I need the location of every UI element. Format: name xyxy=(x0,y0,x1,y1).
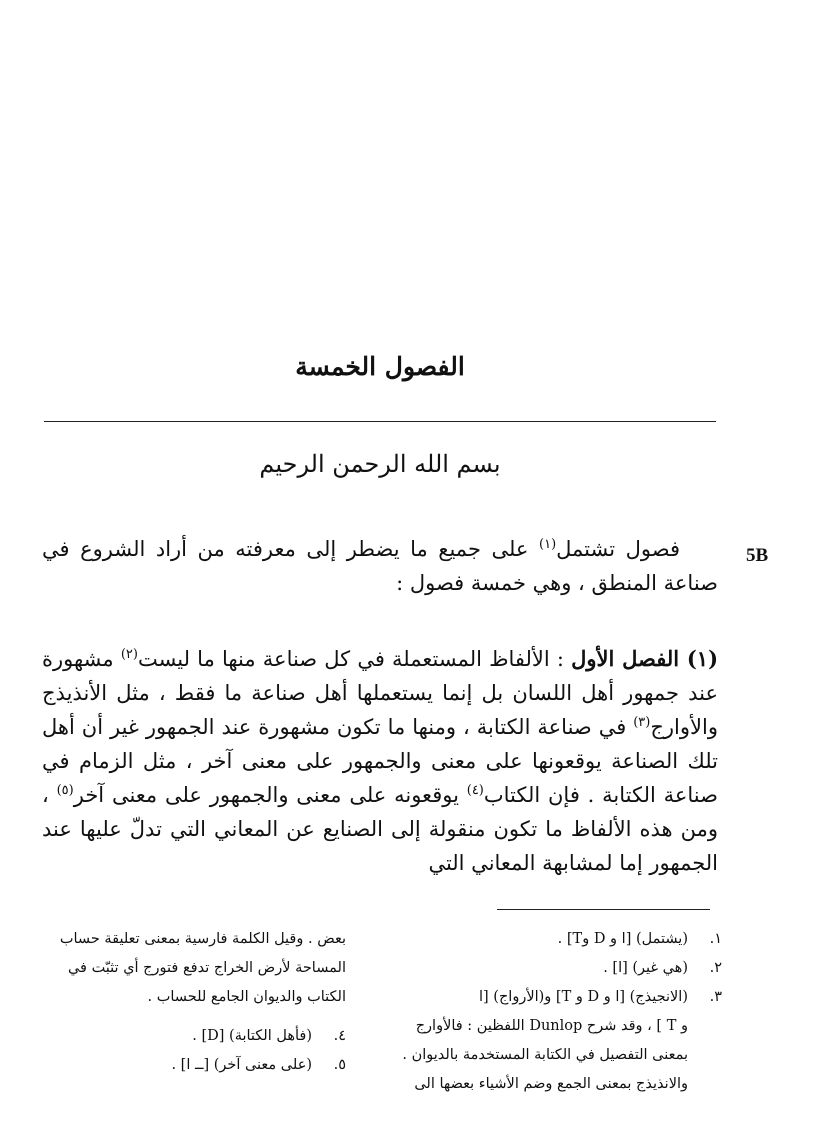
footnote-line xyxy=(382,1012,722,1041)
paragraph-intro xyxy=(42,532,718,600)
footnote-line xyxy=(382,925,722,954)
chapter-text-3: في صناعة الكتابة ، ومنها ما تكون مشهورة عند الجمهور غير أن أهل تلك الصناعة يوقعونها على معنى والجمهور على معنى آخر ، مثل الزمام في صناعة الكتابة . فإن الكتاب xyxy=(42,715,718,807)
footnote-line xyxy=(40,983,346,1012)
footnote-ref-4[interactable]: (٤) xyxy=(466,783,484,798)
footnote-ref-1[interactable]: (١) xyxy=(539,537,557,552)
footnote-number xyxy=(688,1012,722,1041)
footnote-text: (فأهل الكتابة) [D] . xyxy=(192,1028,312,1044)
chapter-text-1: : الألفاظ المستعملة في كل صناعة منها ما ليست xyxy=(137,647,564,671)
chapter-text-4: يوقعونه على معنى والجمهور على معنى آخر xyxy=(73,783,459,807)
footnote-line xyxy=(382,983,722,1012)
basmala: بسم الله الرحمن الرحيم xyxy=(259,450,501,478)
footnote-text: المساحة لأرض الخراج تدفع فتورج أي تثبّت في xyxy=(67,960,346,976)
footnote-number: ٤. xyxy=(333,1028,346,1044)
margin-reference: 5B xyxy=(746,545,769,566)
paragraph-chapter-one xyxy=(42,642,718,880)
footnote-text: بمعنى التفصيل في الكتابة المستخدمة بالديوان . xyxy=(402,1047,688,1063)
footnote-text: (الانجيذج) [ا و D و T] و(الأرواج) [ا xyxy=(479,989,688,1005)
footnote-spacer xyxy=(40,1012,346,1022)
footnote-number xyxy=(688,1070,722,1099)
footnote-number: ٣. xyxy=(709,989,722,1005)
chapter-text-2: مشهورة عند جمهور أهل اللسان بل إنما يستعملها أهل صناعة ما فقط ، مثل الأنذيذج والأوارج xyxy=(42,647,718,739)
footnote-line xyxy=(382,954,722,983)
intro-text-start: فصول تشتمل xyxy=(556,537,680,561)
footnotes-right-column xyxy=(382,925,722,1099)
footnote-text: (يشتمل) [ا و D وT] . xyxy=(557,931,688,947)
footnotes-left-column xyxy=(40,925,346,1080)
footnote-number: ٥. xyxy=(333,1057,346,1073)
footnote-line xyxy=(40,925,346,954)
chapter-heading: (١) الفصل الأول xyxy=(571,646,718,671)
footnote-line xyxy=(40,1022,346,1051)
footnote-text: و T ] ، وقد شرح Dunlop اللفظين : فالأوارج xyxy=(415,1018,688,1034)
footnote-line xyxy=(382,1070,722,1099)
title-rule xyxy=(44,421,716,422)
page-title: الفصول الخمسة xyxy=(295,352,465,381)
footnote-line xyxy=(382,1041,722,1070)
footnote-number: ٢. xyxy=(709,960,722,976)
footnote-line xyxy=(40,954,346,983)
chapter-text-5: ، ومن هذه الألفاظ ما تكون منقولة إلى الصنايع عن المعاني التي تدلّ عليها عند الجمهور إما لمشابهة المعاني التي xyxy=(42,783,718,875)
footnote-text: الكتاب والديوان الجامع للحساب . xyxy=(147,989,346,1005)
footnote-text: والانذيذج بمعنى الجمع وضم الأشياء بعضها الى xyxy=(414,1076,688,1092)
footnote-text: بعض . وقيل الكلمة فارسية بمعنى تعليقة حساب xyxy=(59,931,346,947)
footnote-text: (على معنى آخر) [ــ ا] . xyxy=(171,1057,312,1073)
footnote-text: (هي غير) [ا] . xyxy=(603,960,688,976)
footnote-rule xyxy=(497,909,710,910)
footnote-ref-3[interactable]: (٣) xyxy=(633,715,651,730)
intro-text-end: على جميع ما يضطر إلى معرفته من أراد الشروع في صناعة المنطق ، وهي خمسة فصول : xyxy=(42,537,718,595)
footnote-line xyxy=(40,1051,346,1080)
footnote-ref-5[interactable]: (٥) xyxy=(56,783,74,798)
footnote-number: ١. xyxy=(709,931,722,947)
footnote-number xyxy=(688,1041,722,1070)
footnote-ref-2[interactable]: (٢) xyxy=(120,647,138,662)
